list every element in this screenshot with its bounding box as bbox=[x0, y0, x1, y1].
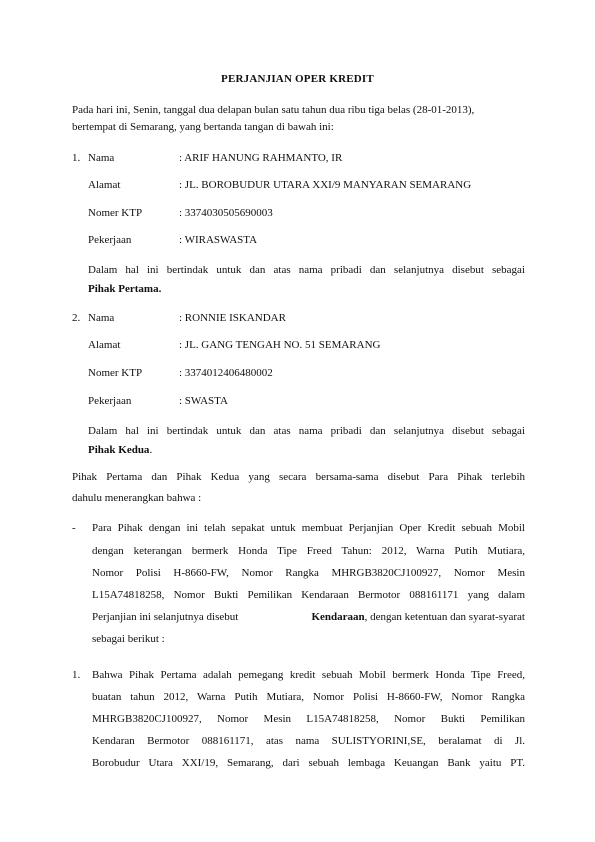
party-2-designation-bold: Pihak Kedua bbox=[88, 444, 150, 456]
clause-1-number: 1. bbox=[72, 669, 81, 681]
party-2-name-value: : RONNIE ISKANDAR bbox=[179, 312, 286, 324]
dash-line-2: dengan keterangan bermerk Honda Tipe Freed Tahun: 2012, Warna Putih Mutiara, bbox=[92, 545, 525, 557]
intro-line-2: bertempat di Semarang, yang bertanda tangan di bawah ini: bbox=[72, 121, 334, 133]
party-2-job-label: Pekerjaan bbox=[88, 395, 132, 407]
party-2-number: 2. bbox=[72, 312, 81, 324]
party-1-name-value: : ARIF HANUNG RAHMANTO, IR bbox=[179, 152, 343, 164]
dash-line-5-post: , dengan ketentuan dan syarat-syarat bbox=[364, 611, 525, 623]
party-1-ktp-value: : 3374030505690003 bbox=[179, 207, 273, 219]
dash-line-5-pre: Perjanjian ini selanjutnya disebut bbox=[92, 611, 239, 623]
dash-line-1: Para Pihak dengan ini telah sepakat untuk membuat Perjanjian Oper Kredit sebuah Mobil bbox=[92, 522, 525, 534]
party-2-ktp-label: Nomer KTP bbox=[88, 367, 143, 379]
both-parties-line-2: dahulu menerangkan bahwa : bbox=[72, 492, 202, 504]
party-2-address-value: : JL. GANG TENGAH NO. 51 SEMARANG bbox=[179, 339, 381, 351]
dash-line-3: Nomor Polisi H-8660-FW, Nomor Rangka MHRGB3820CJ100927, Nomor Mesin bbox=[92, 567, 525, 579]
party-1-number: 1. bbox=[72, 152, 81, 164]
party-2-job-value: : SWASTA bbox=[179, 395, 228, 407]
clause-1-line-2: buatan tahun 2012, Warna Putih Mutiara, Nomor Polisi H-8660-FW, Nomor Rangka bbox=[92, 691, 525, 703]
party-1-name-label: Nama bbox=[88, 152, 115, 164]
dash-bullet: - bbox=[72, 522, 76, 534]
party-1-designation bbox=[88, 283, 161, 295]
party-1-ktp-label: Nomer KTP bbox=[88, 207, 143, 219]
party-1-address-label: Alamat bbox=[88, 179, 121, 191]
party-2-address-label: Alamat bbox=[88, 339, 121, 351]
party-2-ktp-value: : 3374012406480002 bbox=[179, 367, 273, 379]
clause-1-line-4: Kendaran Bermotor 088161171, atas nama SULISTYORINI,SE, beralamat di Jl. bbox=[92, 735, 525, 747]
clause-1-line-1: Bahwa Pihak Pertama adalah pemegang kredit sebuah Mobil bermerk Honda Tipe Freed, bbox=[92, 669, 525, 681]
dash-line-4: L15A74818258, Nomor Bukti Pemilikan Kendaraan Bermotor 088161171 yang dalam bbox=[92, 589, 525, 601]
dash-line-6: sebagai berikut : bbox=[92, 633, 165, 645]
clause-1-line-5: Borobudur Utara XXI/19, Semarang, dari sebuah lembaga Keuangan Bank yaitu PT. bbox=[92, 757, 525, 769]
party-2-designation-end: . bbox=[149, 444, 153, 456]
party-2-designation bbox=[88, 444, 152, 456]
party-1-job-value: : WIRASWASTA bbox=[179, 234, 258, 246]
clause-1-line-3: MHRGB3820CJ100927, Nomor Mesin L15A74818258, Nomor Bukti Pemilikan bbox=[92, 713, 525, 725]
intro-line-1: Pada hari ini, Senin, tanggal dua delapan bulan satu tahun dua ribu tiga belas (28-01-2013), bbox=[72, 104, 475, 116]
party-1-address-value: : JL. BOROBUDUR UTARA XXI/9 MANYARAN SEMARANG bbox=[179, 179, 472, 191]
dash-line-5 bbox=[92, 611, 525, 623]
document-title: PERJANJIAN OPER KREDIT bbox=[221, 73, 374, 85]
party-2-name-label: Nama bbox=[88, 312, 115, 324]
party-2-statement: Dalam hal ini bertindak untuk dan atas nama pribadi dan selanjutnya disebut sebagai bbox=[88, 425, 525, 437]
both-parties-line-1: Pihak Pertama dan Pihak Kedua yang secara bersama-sama disebut Para Pihak terlebih bbox=[72, 471, 525, 483]
party-1-designation-bold: Pihak Pertama. bbox=[88, 283, 162, 295]
party-1-job-label: Pekerjaan bbox=[88, 234, 132, 246]
dash-line-5-bold: Kendaraan bbox=[311, 611, 365, 623]
party-1-statement: Dalam hal ini bertindak untuk dan atas nama pribadi dan selanjutnya disebut sebagai bbox=[88, 264, 525, 276]
